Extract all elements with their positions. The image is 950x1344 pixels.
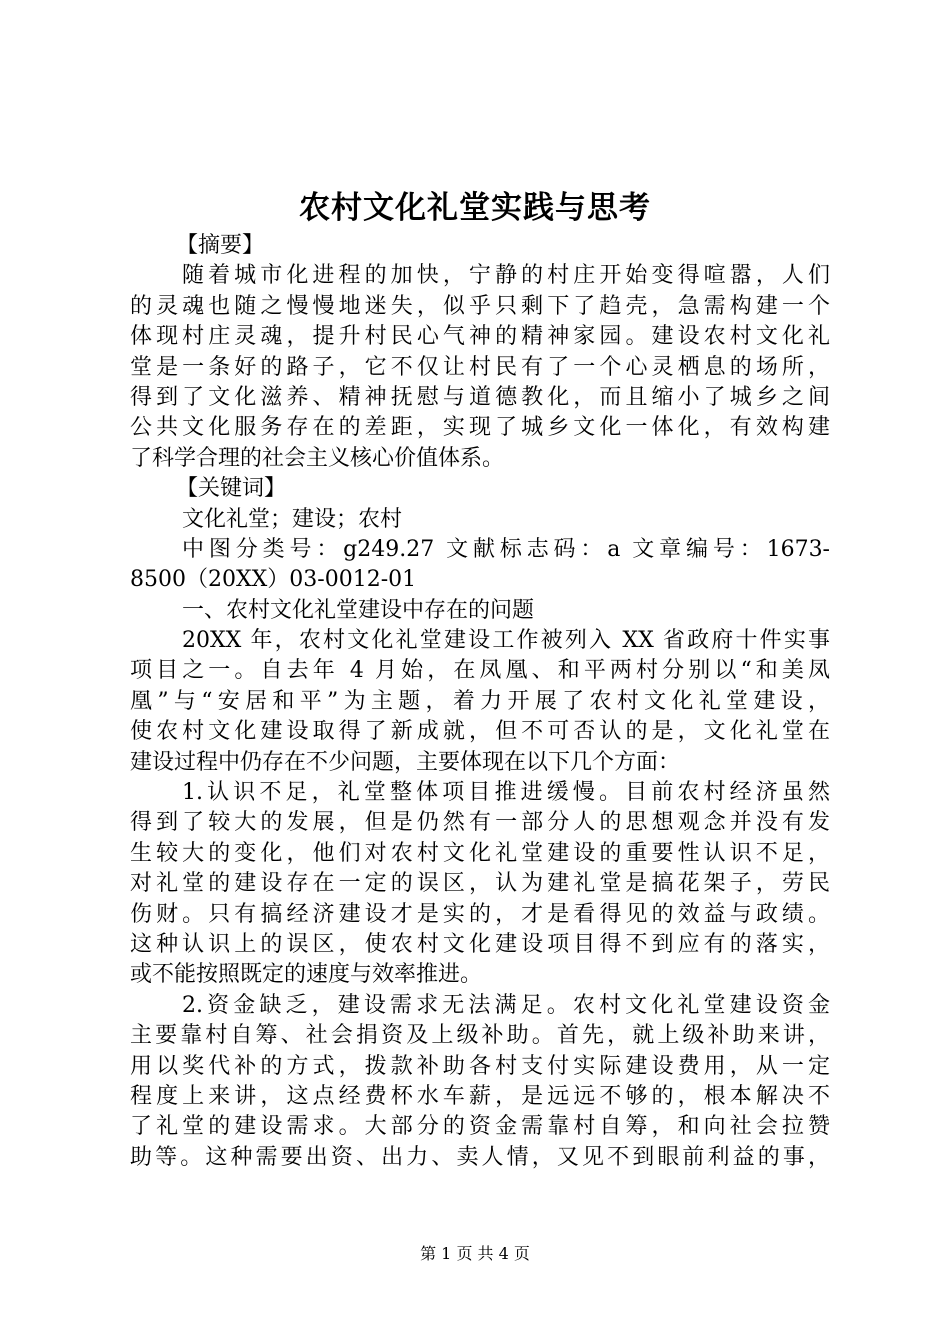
body-line: 随着城市化进程的加快，宁静的村庄开始变得喧嚣，人们	[182, 263, 830, 289]
body-line: 得到了较大的发展，但是仍然有一部分人的思想观念并没有发	[130, 810, 830, 836]
body-line: 2.资金缺乏，建设需求无法满足。农村文化礼堂建设资金	[182, 992, 830, 1018]
classification-line: 8500（20XX）03-0012-01	[130, 567, 417, 593]
body-line: 公共文化服务存在的差距，实现了城乡文化一体化，有效构建	[130, 415, 830, 441]
body-line: 助等。这种需要出资、出力、卖人情，又见不到眼前利益的事，	[130, 1144, 830, 1170]
body-line: 这种认识上的误区，使农村文化建设项目得不到应有的落实，	[130, 931, 830, 957]
body-line: 的灵魂也随之慢慢地迷失，似乎只剩下了趋壳，急需构建一个	[130, 293, 830, 319]
document-body	[130, 231, 830, 1173]
body-line: 伤财。只有搞经济建设才是实的，才是看得见的效益与政绩。	[130, 901, 830, 927]
body-line: 了礼堂的建设需求。大部分的资金需靠村自筹，和向社会拉赞	[130, 1114, 830, 1140]
body-line: 程度上来讲，这点经费杯水车薪，是远远不够的，根本解决不	[130, 1083, 830, 1109]
keywords-heading: 【关键词】	[176, 476, 287, 502]
body-line: 1.认识不足，礼堂整体项目推进缓慢。目前农村经济虽然	[182, 780, 830, 806]
classification-line: 中图分类号：g249.27 文献标志码：a 文章编号：1673-	[182, 536, 830, 562]
document-title: 农村文化礼堂实践与思考	[299, 190, 651, 226]
body-line: 堂是一条好的路子，它不仅让村民有了一个心灵栖息的场所，	[130, 354, 830, 380]
keywords-text: 文化礼堂；建设；农村	[182, 506, 403, 532]
body-line: 主要靠村自筹、社会捐资及上级补助。首先，就上级补助来讲，	[130, 1023, 830, 1049]
body-line: 建设过程中仍存在不少问题，主要体现在以下几个方面：	[130, 749, 681, 775]
body-line: 了科学合理的社会主义核心价值体系。	[130, 445, 505, 471]
abstract-heading: 【摘要】	[176, 233, 265, 258]
body-line: 得到了文化滋养、精神抚慰与道德教化，而且缩小了城乡之间	[130, 384, 830, 410]
body-line: 凰”与“安居和平”为主题，着力开展了农村文化礼堂建设，	[130, 688, 830, 714]
body-line: 项目之一。自去年 4 月始，在凤凰、和平两村分别以“和美凤	[130, 658, 830, 684]
section-heading: 一、农村文化礼堂建设中存在的问题	[182, 597, 535, 623]
body-line: 生较大的变化，他们对农村文化礼堂建设的重要性认识不足，	[130, 840, 830, 866]
body-line: 或不能按照既定的速度与效率推进。	[130, 962, 483, 988]
body-line: 用以奖代补的方式，拨款补助各村支付实际建设费用，从一定	[130, 1053, 830, 1079]
body-line: 对礼堂的建设存在一定的误区，认为建礼堂是搞花架子，劳民	[130, 871, 830, 897]
page-number-footer: 第 1 页 共 4 页	[420, 1244, 530, 1263]
body-line: 20XX 年，农村文化礼堂建设工作被列入 XX 省政府十件实事	[182, 628, 830, 654]
body-line: 使农村文化建设取得了新成就，但不可否认的是，文化礼堂在	[130, 719, 830, 745]
body-line: 体现村庄灵魂，提升村民心气神的精神家园。建设农村文化礼	[130, 324, 830, 350]
